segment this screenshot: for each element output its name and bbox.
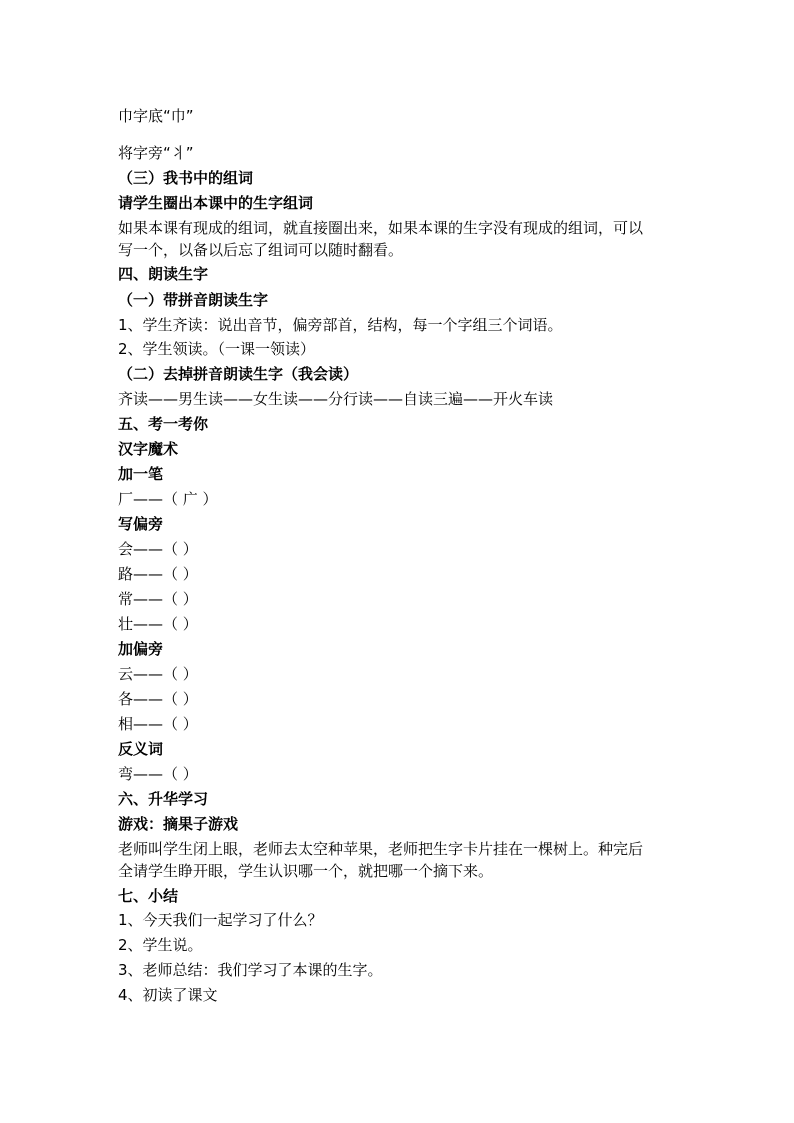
- list-item: 1、学生齐读：说出音节，偏旁部首，结构，每一个字组三个词语。: [118, 316, 563, 334]
- list-item: 4、初读了课文: [118, 986, 218, 1004]
- list-item: 2、学生领读。（一课一领读）: [118, 340, 316, 358]
- subheading: 加偏旁: [118, 640, 164, 658]
- paragraph-line: 如果本课有现成的组词，就直接圈出来，如果本课的生字没有现成的组词，可以: [118, 219, 644, 237]
- radical-jin-line: 巾字底“巾”: [118, 107, 194, 125]
- exercise-item: 弯——（ ）: [118, 765, 198, 783]
- paragraph-line: 齐读——男生读——女生读——分行读——自读三遍——开火车读: [118, 390, 554, 408]
- section-heading: 四、朗读生字: [118, 265, 209, 283]
- section-heading: （二）去掉拼音朗读生字（我会读）: [118, 365, 359, 383]
- exercise-item: 厂——（ 广 ）: [118, 490, 218, 508]
- exercise-item: 各——（ ）: [118, 690, 198, 708]
- section-heading: 七、小结: [118, 887, 179, 905]
- radical-jiang-line: 将字旁“丬”: [118, 144, 194, 162]
- section-heading: （一）带拼音朗读生字: [118, 291, 269, 309]
- subheading: 汉字魔术: [118, 440, 179, 458]
- exercise-item: 常——（ ）: [118, 590, 198, 608]
- exercise-item: 相——（ ）: [118, 715, 198, 733]
- exercise-item: 路——（ ）: [118, 565, 198, 583]
- list-item: 3、老师总结：我们学习了本课的生字。: [118, 961, 383, 979]
- list-item: 1、今天我们一起学习了什么？: [118, 911, 323, 929]
- paragraph-line: 写一个，以备以后忘了组词可以随时翻看。: [118, 241, 404, 259]
- exercise-item: 云——（ ）: [118, 665, 198, 683]
- subheading: 加一笔: [118, 465, 164, 483]
- subheading: 请学生圈出本课中的生字组词: [118, 194, 314, 212]
- section-heading: 五、考一考你: [118, 415, 209, 433]
- paragraph-line: 全请学生睁开眼，学生认识哪一个，就把哪一个摘下来。: [118, 862, 494, 880]
- subheading: 游戏：摘果子游戏: [118, 815, 239, 833]
- section-heading: （三）我书中的组词: [118, 169, 254, 187]
- subheading: 反义词: [118, 740, 164, 758]
- paragraph-line: 老师叫学生闭上眼，老师去太空种苹果，老师把生字卡片挂在一棵树上。种完后: [118, 840, 644, 858]
- exercise-item: 壮——（ ）: [118, 615, 198, 633]
- section-heading: 六、升华学习: [118, 790, 209, 808]
- subheading: 写偏旁: [118, 515, 164, 533]
- list-item: 2、学生说。: [118, 936, 203, 954]
- exercise-item: 会——（ ）: [118, 540, 198, 558]
